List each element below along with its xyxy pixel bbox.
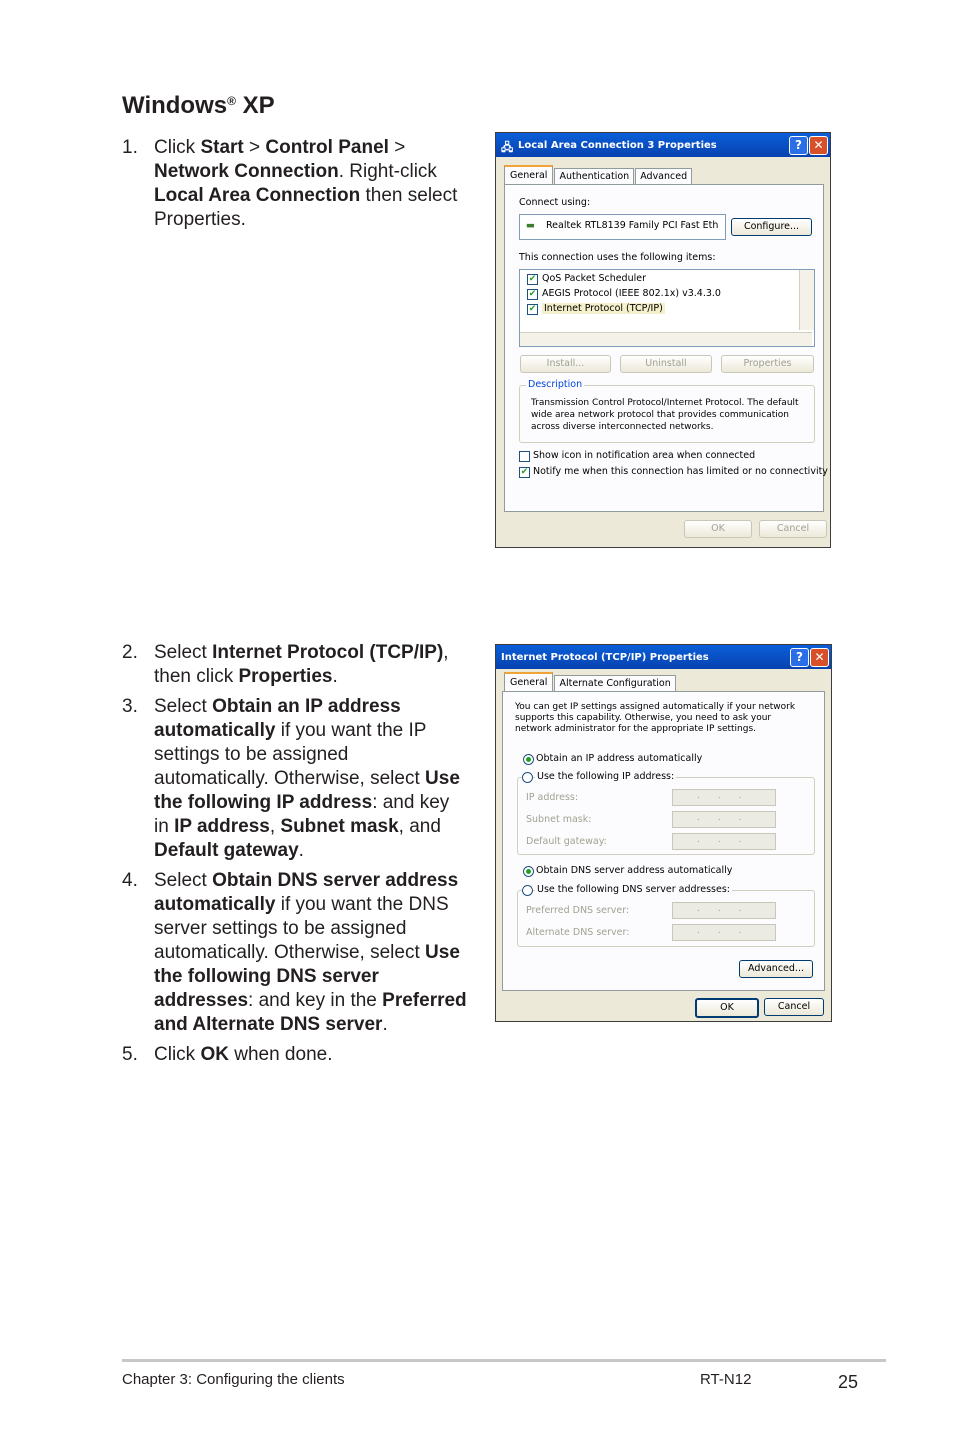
- step-number: 3.: [122, 696, 138, 717]
- use-dns-label: Use the following DNS server addresses:: [537, 884, 730, 895]
- notify-checkbox[interactable]: ✔: [520, 467, 529, 477]
- subnet-mask-field[interactable]: ...: [672, 811, 776, 828]
- step-fragment: Select: [154, 696, 213, 717]
- tab-general[interactable]: General: [504, 165, 553, 185]
- list-item[interactable]: AEGIS Protocol (IEEE 802.1x) v3.4.3.0: [542, 288, 721, 299]
- cancel-button[interactable]: Cancel: [759, 520, 827, 538]
- list-item-selected[interactable]: Internet Protocol (TCP/IP): [544, 303, 663, 314]
- items-label: This connection uses the following items:: [519, 252, 716, 263]
- step-text: [154, 136, 467, 232]
- horizontal-scrollbar[interactable]: [520, 332, 812, 346]
- ip-address-field[interactable]: ...: [672, 789, 776, 806]
- step-fragment: .: [298, 840, 304, 861]
- ok-button[interactable]: OK: [684, 520, 752, 538]
- step-fragment: >: [243, 137, 266, 158]
- tab-advanced[interactable]: Advanced: [635, 168, 692, 184]
- dialog-titlebar: [496, 133, 830, 157]
- step-emphasis: Start: [200, 137, 244, 158]
- step-fragment: : and key in: [154, 792, 450, 837]
- ip-address-group: [517, 771, 815, 855]
- help-button[interactable]: ?: [789, 136, 808, 155]
- step-emphasis: Default gateway: [154, 840, 299, 861]
- tab-authentication[interactable]: Authentication: [554, 168, 634, 184]
- close-button[interactable]: ✕: [810, 648, 829, 667]
- step-text: [154, 1043, 467, 1067]
- footer-model: RT-N12: [700, 1371, 752, 1388]
- step-text: [154, 695, 467, 863]
- step-fragment: then select Properties.: [154, 185, 458, 230]
- step-emphasis: Internet Protocol (TCP/IP): [212, 642, 444, 663]
- adapter-field: [519, 214, 726, 240]
- help-button[interactable]: ?: [790, 648, 809, 667]
- step-emphasis: Properties: [238, 666, 333, 687]
- dialog-title: Internet Protocol (TCP/IP) Properties: [501, 652, 709, 663]
- dialog-titlebar: [496, 645, 831, 669]
- item-checkbox[interactable]: ✔: [528, 304, 537, 314]
- close-button[interactable]: ✕: [809, 136, 828, 155]
- notify-label: Notify me when this connection has limited or no connectivity: [533, 466, 828, 477]
- intro-text: You can get IP settings assigned automatically if your network supports this capability. Otherwise, you need to ask your network administrator for the appropriate IP settings.: [515, 702, 796, 734]
- subnet-mask-label: Subnet mask:: [526, 814, 592, 825]
- step-text: [154, 869, 467, 1037]
- alternate-dns-label: Alternate DNS server:: [526, 927, 630, 938]
- steps-group-1: [122, 136, 467, 238]
- step-fragment: .: [332, 666, 338, 687]
- step-number: 2.: [122, 642, 138, 663]
- step-fragment: Click: [154, 1044, 201, 1065]
- step-number: 4.: [122, 870, 138, 891]
- connect-using-label: Connect using:: [519, 197, 591, 208]
- tab-panel: [504, 184, 828, 512]
- step-emphasis: Preferred and Alternate DNS server: [154, 990, 467, 1035]
- step-fragment: , then click: [154, 642, 449, 687]
- dialog-title: Local Area Connection 3 Properties: [518, 140, 717, 151]
- ok-button[interactable]: OK: [695, 998, 759, 1018]
- obtain-dns-label: Obtain DNS server address automatically: [536, 865, 733, 876]
- use-dns-radio[interactable]: [522, 885, 533, 896]
- adapter-icon: ▬: [526, 220, 535, 231]
- item-checkbox[interactable]: ✔: [528, 274, 537, 284]
- step: [122, 136, 467, 232]
- step-number: 5.: [122, 1044, 138, 1065]
- footer-chapter: Chapter 3: Configuring the clients: [122, 1371, 345, 1388]
- step: [122, 641, 467, 689]
- step-fragment: when done.: [228, 1044, 333, 1065]
- tab-bar: [504, 673, 677, 691]
- obtain-dns-radio[interactable]: [523, 866, 534, 877]
- uninstall-button[interactable]: Uninstall: [620, 355, 712, 373]
- step-fragment: if you want the DNS server settings to be assigned automatically. Otherwise, select: [154, 894, 449, 963]
- step-fragment: Select: [154, 642, 213, 663]
- step-fragment: >: [388, 137, 406, 158]
- step-emphasis: Use the following DNS server addresses: [154, 942, 460, 1011]
- items-list[interactable]: [519, 269, 815, 347]
- steps-group-2: [122, 641, 467, 1073]
- list-item[interactable]: QoS Packet Scheduler: [542, 273, 646, 284]
- step-fragment: , and: [398, 816, 441, 837]
- step-fragment: Click: [154, 137, 201, 158]
- network-icon: 🖧: [501, 141, 514, 154]
- tab-alternate-configuration[interactable]: Alternate Configuration: [554, 675, 675, 691]
- tab-panel: [502, 691, 825, 991]
- tab-general[interactable]: General: [504, 672, 553, 692]
- step-fragment: : and key in the: [248, 990, 383, 1011]
- page-number: 25: [838, 1372, 859, 1392]
- show-icon-checkbox[interactable]: [519, 451, 530, 462]
- step-emphasis: Network Connection: [154, 161, 339, 182]
- ip-address-label: IP address:: [526, 792, 579, 803]
- step-emphasis: Obtain an IP address automatically: [154, 696, 401, 741]
- alternate-dns-field[interactable]: ...: [672, 924, 776, 941]
- cancel-button[interactable]: Cancel: [764, 998, 824, 1016]
- step-emphasis: Subnet mask: [280, 816, 399, 837]
- step-emphasis: IP address: [174, 816, 270, 837]
- step-text: [154, 641, 467, 689]
- install-button[interactable]: Install...: [520, 355, 611, 373]
- tcpip-properties-dialog: [495, 644, 832, 1022]
- step-fragment: Select: [154, 870, 213, 891]
- adapter-name: Realtek RTL8139 Family PCI Fast Eth: [546, 220, 719, 231]
- page-heading: Windows® XP: [122, 92, 275, 119]
- lan-properties-dialog: [495, 132, 831, 548]
- dns-group: [517, 884, 815, 947]
- use-ip-label: Use the following IP address:: [537, 771, 675, 782]
- step-emphasis: OK: [200, 1044, 229, 1065]
- step-emphasis: Control Panel: [265, 137, 389, 158]
- vertical-scrollbar[interactable]: [799, 270, 814, 330]
- step: [122, 1043, 467, 1067]
- properties-button[interactable]: Properties: [721, 355, 814, 373]
- obtain-ip-label: Obtain an IP address automatically: [536, 753, 703, 764]
- default-gateway-label: Default gateway:: [526, 836, 607, 847]
- step-fragment: . Right-click: [338, 161, 437, 182]
- description-group: [519, 379, 815, 443]
- step-number: 1.: [122, 137, 138, 158]
- tab-bar: [504, 166, 693, 184]
- use-ip-radio[interactable]: [522, 772, 533, 783]
- step-emphasis: Local Area Connection: [154, 185, 361, 206]
- step-fragment: .: [382, 1014, 388, 1035]
- step-fragment: ,: [269, 816, 281, 837]
- step-emphasis: Obtain DNS server address automatically: [154, 870, 459, 915]
- description-text: Transmission Control Protocol/Internet Protocol. The default wide area network protocol that provides communication across diverse interconnected networks.: [531, 398, 799, 432]
- configure-button[interactable]: Configure...: [731, 218, 812, 236]
- preferred-dns-field[interactable]: ...: [672, 902, 776, 919]
- show-icon-label: Show icon in notification area when connected: [533, 450, 756, 461]
- step-emphasis: Use the following IP address: [154, 768, 460, 813]
- footer-divider: [122, 1359, 886, 1362]
- preferred-dns-label: Preferred DNS server:: [526, 905, 630, 916]
- step-fragment: if you want the IP settings to be assigned automatically. Otherwise, select: [154, 720, 427, 789]
- step: [122, 695, 467, 863]
- advanced-button[interactable]: Advanced...: [739, 960, 813, 978]
- step: [122, 869, 467, 1037]
- item-checkbox[interactable]: ✔: [528, 289, 537, 299]
- default-gateway-field[interactable]: ...: [672, 833, 776, 850]
- obtain-ip-radio[interactable]: [523, 754, 534, 765]
- description-label: Description: [528, 379, 583, 390]
